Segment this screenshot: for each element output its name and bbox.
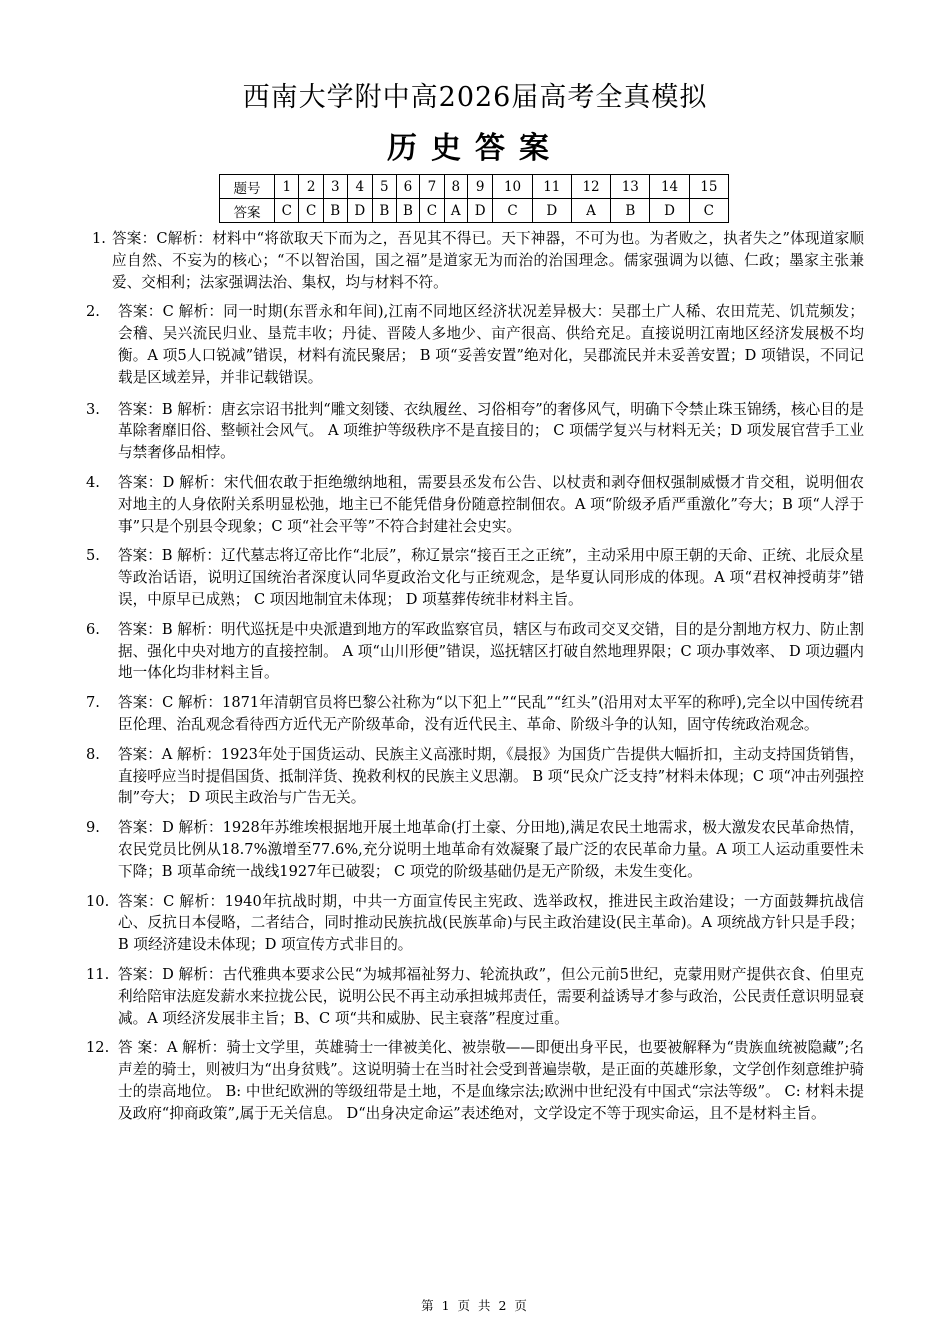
item-text: 答案：B 解析：辽代墓志将辽帝比作“北辰”，称辽景宗“接百王之正统”，主动采用中原王朝的天命、正统、北辰众星等政治话语，说明辽国统治者深度认同华夏政治文化与正统观念，是华夏认同形成的体现。A 项“君权神授萌芽”错误，中原早已成熟； C 项因地制宜未体现； D 项墓葬传统非材料主旨。 bbox=[118, 547, 864, 608]
question-number-cell: 3 bbox=[323, 175, 347, 199]
item-number: 8. bbox=[86, 745, 100, 763]
item-number: 10. bbox=[86, 892, 110, 910]
question-number-cell: 10 bbox=[493, 175, 532, 199]
question-number-cell: 8 bbox=[444, 175, 467, 199]
answer-cell: C bbox=[299, 199, 323, 223]
item-number: 1. bbox=[92, 230, 106, 247]
item-text: 答案：B 解析：唐玄宗诏书批判“雕文刻镂、衣纨履丝、习俗相夸”的奢侈风气，明确下令禁止珠玉锦绣，核心目的是革除奢靡旧俗、整顿社会风气。 A 项维护等级秩序不是直接目的； C 项儒学复兴与材料无关；D 项发展官营手工业与禁奢侈品相悖。 bbox=[118, 400, 864, 462]
item-number: 9. bbox=[86, 819, 100, 837]
answer-item bbox=[86, 545, 864, 610]
item-number: 3. bbox=[86, 400, 100, 418]
question-number-cell: 13 bbox=[611, 175, 650, 199]
answer-table-answer-row bbox=[220, 199, 729, 223]
question-number-cell: 4 bbox=[347, 175, 373, 199]
document-subtitle: 历史答案 bbox=[387, 131, 563, 166]
question-number-cell: 14 bbox=[650, 175, 689, 199]
answer-item bbox=[86, 1037, 864, 1124]
answer-cell: A bbox=[444, 199, 467, 223]
answer-cell: B bbox=[396, 199, 420, 223]
answer-explanations bbox=[86, 228, 864, 1124]
item-number: 12. bbox=[86, 1039, 110, 1057]
question-number-cell: 11 bbox=[532, 175, 571, 199]
answer-item bbox=[86, 692, 864, 736]
answer-table bbox=[219, 174, 729, 223]
question-number-cell: 9 bbox=[467, 175, 493, 199]
answer-cell: C bbox=[689, 199, 728, 223]
answer-item bbox=[86, 399, 864, 464]
answer-item bbox=[86, 619, 864, 684]
item-text: 答案：D 解析：宋代佃农敢于拒绝缴纳地租，需要县丞发布公告、以杖责和剥夺佃权强制威慑才肯交租，说明佃农对地主的人身依附关系明显松弛，地主已不能凭借身份随意控制佃农。A 项“阶级矛盾严重激化”夸大；B 项“人浮于事”只是个别县令现象；C 项“社会平等”不符合封建社会史实。 bbox=[118, 473, 864, 535]
item-text: 答案：C解析：材料中“将欲取天下而为之，吾见其不得已。天下神器，不可为也。为者败之，执者失之”体现道家顺应自然、不妄为的核心；“不以智治国，国之福”是道家无为而治的治国理念。儒家强调为以德、仁政；墨家主张兼爱、交相利；法家强调法治、集权，均与材料不符。 bbox=[112, 230, 864, 291]
answer-cell: C bbox=[420, 199, 444, 223]
question-number-cell: 7 bbox=[420, 175, 444, 199]
answer-item bbox=[86, 817, 864, 882]
item-number: 5. bbox=[86, 547, 100, 565]
document-title: 西南大学附中高2026届高考全真模拟 bbox=[242, 82, 708, 113]
item-text: 答案：D 解析：1928年苏维埃根据地开展土地革命(打土豪、分田地),满足农民土地需求，极大激发农民革命热情，农民党员比例从18.7%激增至77.6%,充分说明土地革命有效凝聚了最广泛的农民革命力量。A 项工人运动重要性未下降；B 项革命统一战线1927年已破裂； C 项党的阶级基础仍是无产阶级，未发生变化。 bbox=[118, 819, 864, 880]
question-number-cell: 15 bbox=[689, 175, 728, 199]
item-text: 答 案：A 解析：骑士文学里，英雄骑士一律被美化、被崇敬——即便出身平民，也要被解释为“贵族血统被隐藏”;名声差的骑士，则被归为“出身贫贱”。这说明骑士在当时社会受到普遍崇敬，是正面的英雄形象，文学创作刻意维护骑士的崇高地位。 B: 中世纪欧洲的等级纽带是土地，不是血缘宗法;欧洲中世纪没有中国式“宗法等级”。 C: 材料未提及政府“抑商政策”,属于无关信息。 D“出身决定命运”表述绝对，文学设定不等于现实命运，且不是材料主旨。 bbox=[118, 1039, 864, 1122]
item-number: 2. bbox=[86, 303, 100, 321]
item-number: 11. bbox=[86, 965, 110, 983]
question-number-cell: 1 bbox=[275, 175, 299, 199]
answer-cell: B bbox=[323, 199, 347, 223]
page-footer: 第 1 页 共 2 页 bbox=[421, 1298, 529, 1313]
answer-cell: D bbox=[467, 199, 493, 223]
question-number-cell: 12 bbox=[571, 175, 610, 199]
item-text: 答案：D 解析：古代雅典本要求公民“为城邦福祉努力、轮流执政”，但公元前5世纪，克蒙用财产提供衣食、伯里克利给陪审法庭发薪水来拉拢公民，说明公民不再主动承担城邦责任，需要利益诱导才参与政治，公民责任意识明显衰减。A 项经济发展非主旨；B、C 项“共和威胁、民主衰落”程度过重。 bbox=[118, 965, 864, 1027]
answer-item bbox=[86, 891, 864, 956]
question-number-cell: 2 bbox=[299, 175, 323, 199]
answer-table-row-label: 题号 bbox=[220, 175, 275, 199]
answer-cell: D bbox=[347, 199, 373, 223]
answer-cell: B bbox=[611, 199, 650, 223]
answer-cell: D bbox=[650, 199, 689, 223]
answer-item bbox=[86, 744, 864, 809]
item-text: 答案：C 解析：同一时期(东晋永和年间),江南不同地区经济状况差异极大：吴郡土广人稀、农田荒芜、饥荒频发；会稽、吴兴流民归业、垦荒丰收；丹徒、晋陵人多地少、亩产很高、供给充足。直接说明江南地区经济发展极不均衡。A 项5人口锐减”错误，材料有流民聚居； B 项“妥善安置”绝对化，吴郡流民并未妥善安置；D 项错误，不同记载是区域差异，并非记载错误。 bbox=[118, 303, 864, 386]
answer-cell: D bbox=[532, 199, 571, 223]
item-number: 6. bbox=[86, 620, 100, 638]
answer-cell: C bbox=[275, 199, 299, 223]
item-number: 7. bbox=[86, 694, 100, 712]
answer-table-number-row bbox=[220, 175, 729, 199]
answer-cell: C bbox=[493, 199, 532, 223]
item-number: 4. bbox=[86, 473, 100, 491]
answer-cell: B bbox=[373, 199, 397, 223]
question-number-cell: 5 bbox=[373, 175, 397, 199]
item-text: 答案：C 解析：1871年清朝官员将巴黎公社称为“以下犯上”“民乱”“红头”(沿用对太平军的称呼),完全以中国传统君臣伦理、治乱观念看待西方近代无产阶级革命，没有近代民主、革命、阶级斗争的认知，固守传统政治观念。 bbox=[118, 694, 864, 733]
answer-item bbox=[92, 228, 864, 293]
item-text: 答案：C 解析：1940年抗战时期，中共一方面宣传民主宪政、选举政权，推进民主政治建设；一方面鼓舞抗战信心、反抗日本侵略，二者结合，同时推动民族抗战(民族革命)与民主政治建设(民主革命)。A 项统战方针只是手段；B 项经济建设未体现；D 项宣传方式非目的。 bbox=[118, 892, 864, 954]
answer-cell: A bbox=[571, 199, 610, 223]
question-number-cell: 6 bbox=[396, 175, 420, 199]
item-text: 答案：A 解析：1923年处于国货运动、民族主义高涨时期，《晨报》为国货广告提供大幅折扣，主动支持国货销售，直接呼应当时提倡国货、抵制洋货、挽救利权的民族主义思潮。 B 项“民众广泛支持”材料未体现；C 项“冲击列强控制”夸大； D 项民主政治与广告无关。 bbox=[118, 745, 864, 807]
item-text: 答案：B 解析：明代巡抚是中央派遣到地方的军政监察官员，辖区与布政司交叉交错，目的是分割地方权力、防止割据、强化中央对地方的直接控制。 A 项“山川形便”错误，巡抚辖区打破自然地理界限；C 项办事效率、 D 项边疆内地一体化均非材料主旨。 bbox=[118, 620, 864, 682]
answer-item bbox=[86, 301, 864, 388]
answer-item bbox=[86, 472, 864, 537]
answer-item bbox=[86, 964, 864, 1029]
answer-table-row-label: 答案 bbox=[220, 199, 275, 223]
